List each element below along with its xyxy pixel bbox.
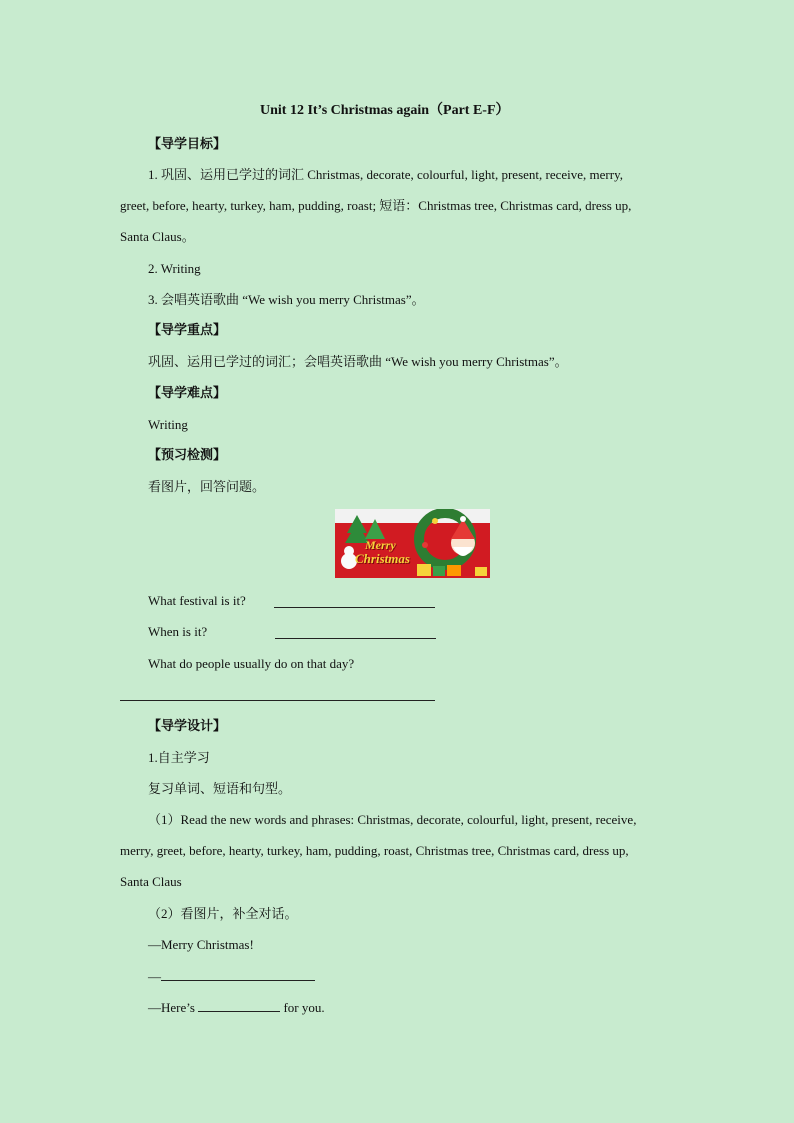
dialog-line2-dash: —: [148, 969, 161, 984]
section-difficulty-heading: 【导学难点】: [148, 385, 227, 400]
section-key-heading: 【导学重点】: [148, 322, 227, 337]
difficulty-text: Writing: [148, 417, 188, 432]
answer-1-blank[interactable]: [274, 607, 435, 608]
dialog-line1: —Merry Christmas!: [148, 937, 254, 952]
review-instruction: 复习单词、短语和句型。: [148, 781, 292, 796]
christmas-scene-icon: [335, 509, 490, 578]
goal1-line3: Santa Claus。: [120, 229, 195, 244]
section-goals-heading: 【导学目标】: [148, 136, 227, 151]
key-text: 巩固、运用已学过的词汇；会唱英语歌曲 “We wish you merry Christmas”。: [148, 354, 568, 369]
goal2: 2. Writing: [148, 261, 201, 276]
answer-2-blank[interactable]: [275, 638, 436, 639]
page-title: Unit 12 It’s Christmas again（Part E-F）: [260, 103, 510, 118]
question-1: What festival is it?: [148, 593, 246, 608]
christmas-picture: [335, 509, 490, 578]
goal1-line2: greet, before, hearty, turkey, ham, pudding, roast; 短语：Christmas tree, Christmas card, dress up,: [120, 198, 632, 213]
section-preview-heading: 【预习检测】: [148, 447, 227, 462]
dialog-answer-blank[interactable]: [161, 968, 315, 981]
read-line1: （1）Read the new words and phrases: Christmas, decorate, colourful, light, present, receive,: [148, 812, 637, 827]
self-study-heading: 1.自主学习: [148, 750, 210, 765]
question-3: What do people usually do on that day?: [148, 656, 355, 671]
dialog-line2: [148, 968, 315, 985]
dialog-line3: [148, 999, 325, 1016]
goal1-line1: 1. 巩固、运用已学过的词汇 Christmas, decorate, colourful, light, present, receive, merry,: [148, 167, 623, 182]
part2-instruction: （2）看图片，补全对话。: [148, 906, 298, 921]
read-line3: Santa Claus: [120, 874, 182, 889]
section-design-heading: 【导学设计】: [148, 718, 227, 733]
merry-picture-text: Merry: [365, 538, 396, 552]
goal3: 3. 会唱英语歌曲 “We wish you merry Christmas”。: [148, 292, 425, 307]
read-line2: merry, greet, before, hearty, turkey, ham, pudding, roast, Christmas tree, Christmas card, dress up,: [120, 843, 629, 858]
question-2: When is it?: [148, 624, 208, 639]
dialog-line3-prefix: —Here’s: [148, 1000, 195, 1015]
preview-instruction: 看图片，回答问题。: [148, 479, 266, 494]
dialog-line3-suffix: for you.: [283, 1000, 325, 1015]
answer-3-blank[interactable]: [120, 700, 435, 701]
christmas-picture-text: Christmas: [355, 551, 410, 566]
dialog-gift-blank[interactable]: [198, 999, 280, 1012]
